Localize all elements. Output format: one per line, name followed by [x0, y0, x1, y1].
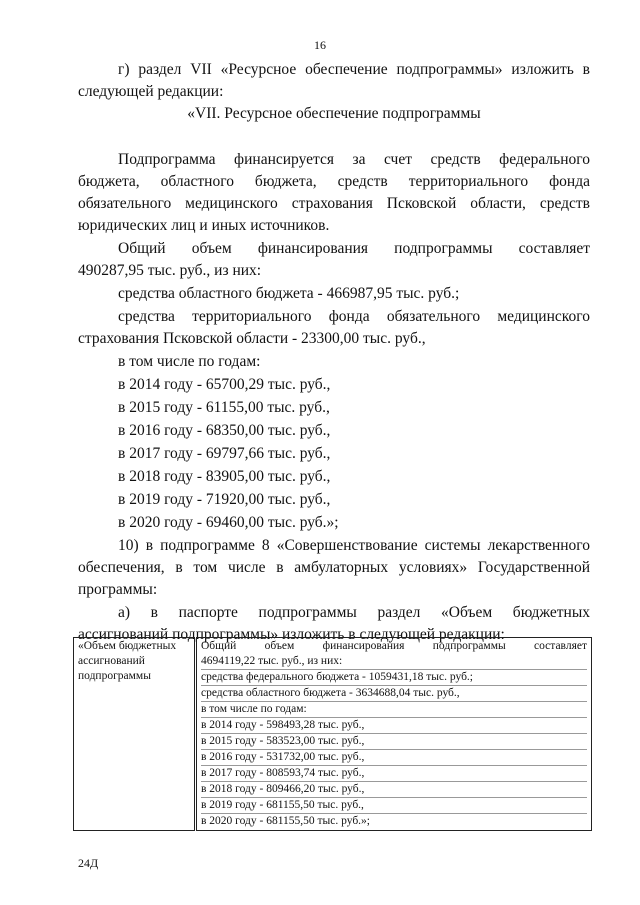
table-label-line: ассигнований	[78, 655, 145, 667]
by-years-line: в том числе по годам:	[118, 353, 261, 370]
table-value-line: в 2016 году - 531732,00 тыс. руб.,	[201, 749, 587, 765]
year-line: в 2016 году - 68350,00 тыс. руб.,	[118, 422, 331, 439]
financing-para-line3: обязательного медицинского страхования Псковской области, средств	[78, 195, 590, 212]
item-a-line1: а) в паспорте подпрограммы раздел «Объем бюджетных	[118, 604, 590, 621]
total-volume-line2: 490287,95 тыс. руб., из них:	[78, 262, 262, 279]
table-value-cell	[196, 638, 592, 831]
territorial-fund-line1: средства территориального фонда обязательного медицинского	[118, 308, 590, 325]
footer-code: 24Д	[78, 856, 99, 870]
financing-para-line4: юридических лиц и иных источников.	[78, 217, 330, 234]
year-line: в 2020 году - 69460,00 тыс. руб.»;	[118, 514, 339, 531]
year-line: в 2019 году - 71920,00 тыс. руб.,	[118, 491, 331, 508]
year-line: в 2014 году - 65700,29 тыс. руб.,	[118, 376, 331, 393]
table-row	[74, 638, 592, 831]
item-a-line2: ассигнований подпрограммы» изложить в следующей редакции:	[78, 626, 505, 643]
table-label-line: подпрограммы	[78, 670, 151, 682]
table-value-line: в 2014 году - 598493,28 тыс. руб.,	[201, 717, 587, 733]
table-value-line: Общий объем финансирования подпрограммы составляет	[201, 640, 587, 652]
paragraph-g-line1: г) раздел VII «Ресурсное обеспечение подпрограммы» изложить в	[118, 61, 590, 78]
table-value-line: в 2019 году - 681155,50 тыс. руб.,	[201, 797, 587, 813]
territorial-fund-line2: страхования Псковской области - 23300,00 тыс. руб.,	[78, 330, 426, 347]
year-line: в 2018 году - 83905,00 тыс. руб.,	[118, 468, 331, 485]
table-value-line: 4694119,22 тыс. руб., из них:	[201, 655, 343, 667]
regional-budget-line: средства областного бюджета - 466987,95 тыс. руб.;	[118, 285, 460, 302]
table-label-line: «Объем бюджетных	[78, 640, 177, 652]
financing-para-line1: Подпрограмма финансируется за счет средств федерального	[118, 151, 590, 168]
item-10-line1: 10) в подпрограмме 8 «Совершенствование системы лекарственного	[118, 537, 590, 554]
budget-allocation-table	[73, 637, 592, 831]
table-value-line: средства федерального бюджета - 1059431,18 тыс. руб.;	[201, 669, 587, 685]
item-10-line2: обеспечения, в том числе в амбулаторных условиях» Государственной	[78, 559, 590, 576]
year-line: в 2015 году - 61155,00 тыс. руб.,	[118, 399, 330, 416]
table-value-line: в 2017 году - 808593,74 тыс. руб.,	[201, 765, 587, 781]
table-value-line: в 2018 году - 809466,20 тыс. руб.,	[201, 781, 587, 797]
year-line: в 2017 году - 69797,66 тыс. руб.,	[118, 445, 331, 462]
table-value-line: в том числе по годам:	[201, 701, 587, 717]
table-label-cell	[74, 638, 196, 831]
item-10-line3: программы:	[78, 581, 158, 598]
table-value-line: средства областного бюджета - 3634688,04 тыс. руб.,	[201, 685, 587, 701]
total-volume-line1: Общий объем финансирования подпрограммы составляет	[118, 240, 590, 257]
page-number: 16	[314, 38, 326, 52]
section-heading: «VII. Ресурсное обеспечение подпрограммы	[187, 105, 481, 122]
table-value-line: в 2015 году - 583523,00 тыс. руб.,	[201, 733, 587, 749]
paragraph-g-line2: следующей редакции:	[78, 83, 224, 100]
financing-para-line2: бюджета, областного бюджета, средств территориального фонда	[78, 173, 590, 190]
table-value-line: в 2020 году - 681155,50 тыс. руб.»;	[201, 813, 587, 829]
